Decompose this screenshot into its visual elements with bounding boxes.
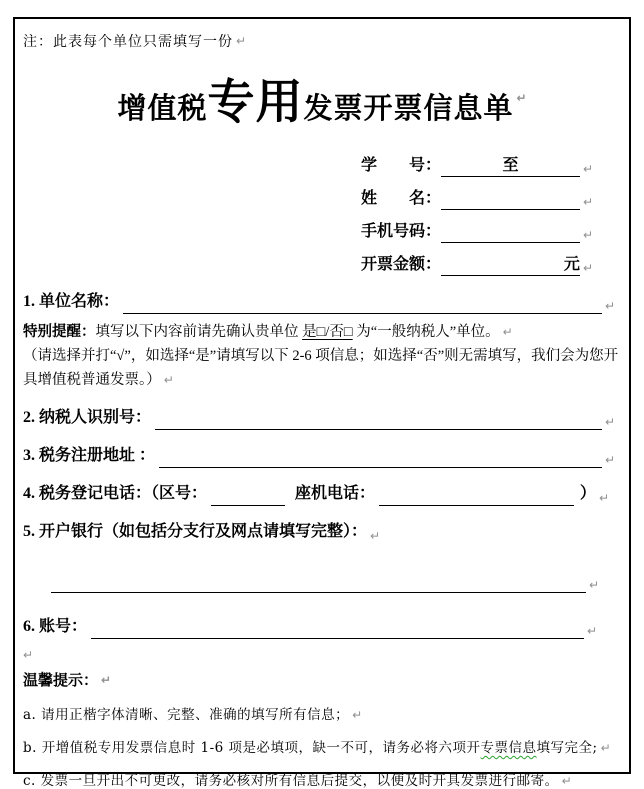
tip-a xyxy=(23,707,621,723)
amount-label: 开票金额： xyxy=(361,256,442,273)
paragraph-mark-icon: ↵ xyxy=(516,90,527,105)
paragraph-mark-icon: ↵ xyxy=(502,325,513,339)
title-emphasis: 专用 xyxy=(207,77,304,129)
paragraph-mark-icon: ↵ xyxy=(598,491,609,505)
account-number-label: 6. 账号： xyxy=(23,618,88,635)
paragraph-mark-icon: ↵ xyxy=(588,578,599,592)
paragraph-mark-icon: ↵ xyxy=(23,648,34,662)
paragraph-mark-icon: ↵ xyxy=(352,708,363,722)
bank-name-field[interactable] xyxy=(51,571,586,593)
tax-address-row xyxy=(23,444,621,468)
paragraph-mark-icon: ↵ xyxy=(604,299,615,313)
landline-field[interactable] xyxy=(379,484,574,506)
company-name-label: 1. 单位名称： xyxy=(23,293,120,310)
paragraph-mark-icon: ↵ xyxy=(236,34,248,48)
name-label: 姓 名： xyxy=(361,190,442,207)
student-info-block xyxy=(361,144,593,276)
tip-c xyxy=(23,773,621,789)
student-id-field[interactable] xyxy=(441,155,580,177)
paragraph-mark-icon: ↵ xyxy=(586,624,597,638)
paragraph-mark-icon: ↵ xyxy=(582,162,593,176)
taxpayer-id-label: 2. 纳税人识别号： xyxy=(23,409,152,426)
paragraph-mark-icon: ↵ xyxy=(604,453,615,467)
title-suffix: 发票开票信息单 xyxy=(303,93,514,125)
tax-phone-close-paren: ） xyxy=(579,485,596,502)
special-reminder-lead: 特别提醒： xyxy=(23,324,96,340)
student-id-row xyxy=(361,144,593,177)
paragraph-mark-icon: ↵ xyxy=(163,373,174,387)
paragraph-mark-icon: ↵ xyxy=(101,672,112,687)
area-code-field[interactable] xyxy=(211,484,285,506)
phone-field[interactable] xyxy=(441,221,580,243)
special-reminder-text: 填写以下内容前请先确认贵单位 xyxy=(95,324,303,340)
special-reminder-parenthetical: （请选择并打“√”，如选择“是”请填写以下 2-6 项信息；如选择“否”则无需填写，我们会为您开具增值税普通发票。） xyxy=(23,348,619,388)
bank-name-label: 5. 开户银行（如包括分支行及网点请填写完整）： xyxy=(23,523,368,540)
special-reminder-text-after: 为“一般纳税人”单位。 xyxy=(352,324,500,340)
paragraph-mark-icon: ↵ xyxy=(600,741,612,755)
top-note-text: 注：此表每个单位只需填写一份 xyxy=(23,34,233,50)
company-name-field[interactable] xyxy=(123,292,602,314)
phone-label: 手机号码： xyxy=(361,223,442,240)
title-prefix: 增值税 xyxy=(117,93,208,125)
form-sheet xyxy=(13,17,631,789)
tip-a-text: a. 请用正楷字体清晰、完整、准确的填写所有信息； xyxy=(23,707,350,723)
amount-unit: 元 xyxy=(563,256,580,273)
bank-name-row xyxy=(23,520,621,544)
paragraph-mark-icon: ↵ xyxy=(561,774,573,788)
paragraph-mark-icon: ↵ xyxy=(370,529,381,543)
tax-address-label: 3. 税务注册地址 ： xyxy=(23,447,156,464)
landline-label: 座机电话： xyxy=(295,485,376,502)
tax-phone-label: 4. 税务登记电话：（区号： xyxy=(23,485,208,502)
tips-heading-text: 温馨提示： xyxy=(23,673,99,689)
account-number-field[interactable] xyxy=(91,617,584,639)
bank-name-line-row xyxy=(23,571,621,593)
tip-b-text-before: b. 开增值税专用发票信息时 1-6 项是必填项，缺一不可，请务必将六项开 xyxy=(23,740,481,756)
tip-b xyxy=(23,740,621,756)
paragraph-mark-icon: ↵ xyxy=(582,195,593,209)
tip-b-spellcheck-text: 专票信息 xyxy=(480,740,537,756)
yes-no-checkboxes[interactable]: 是□/否□ xyxy=(302,324,353,340)
tax-phone-row xyxy=(23,482,621,506)
company-name-row xyxy=(23,290,621,314)
name-field[interactable] xyxy=(441,188,580,210)
account-number-row xyxy=(23,615,621,639)
amount-row xyxy=(361,243,593,276)
phone-row xyxy=(361,210,593,243)
name-row xyxy=(361,177,593,210)
amount-field[interactable] xyxy=(441,254,580,276)
top-note xyxy=(23,31,621,51)
tip-c-text: c. 发票一旦开出不可更改，请务必核对所有信息后提交，以便及时开具发票进行邮寄。 xyxy=(23,773,559,789)
tax-address-field[interactable] xyxy=(159,446,602,468)
student-id-label: 学 号： xyxy=(361,157,442,174)
special-reminder xyxy=(23,320,621,392)
page-title xyxy=(23,65,621,132)
student-id-range-separator: 至 xyxy=(502,157,519,174)
paragraph-mark-icon: ↵ xyxy=(604,415,615,429)
tips-heading xyxy=(23,669,621,690)
paragraph-mark-icon: ↵ xyxy=(582,228,593,242)
paragraph-mark-icon: ↵ xyxy=(582,261,593,275)
empty-paragraph xyxy=(23,647,621,665)
taxpayer-id-row xyxy=(23,406,621,430)
taxpayer-id-field[interactable] xyxy=(155,408,602,430)
tip-b-text-after: 填写完全; xyxy=(536,740,598,756)
